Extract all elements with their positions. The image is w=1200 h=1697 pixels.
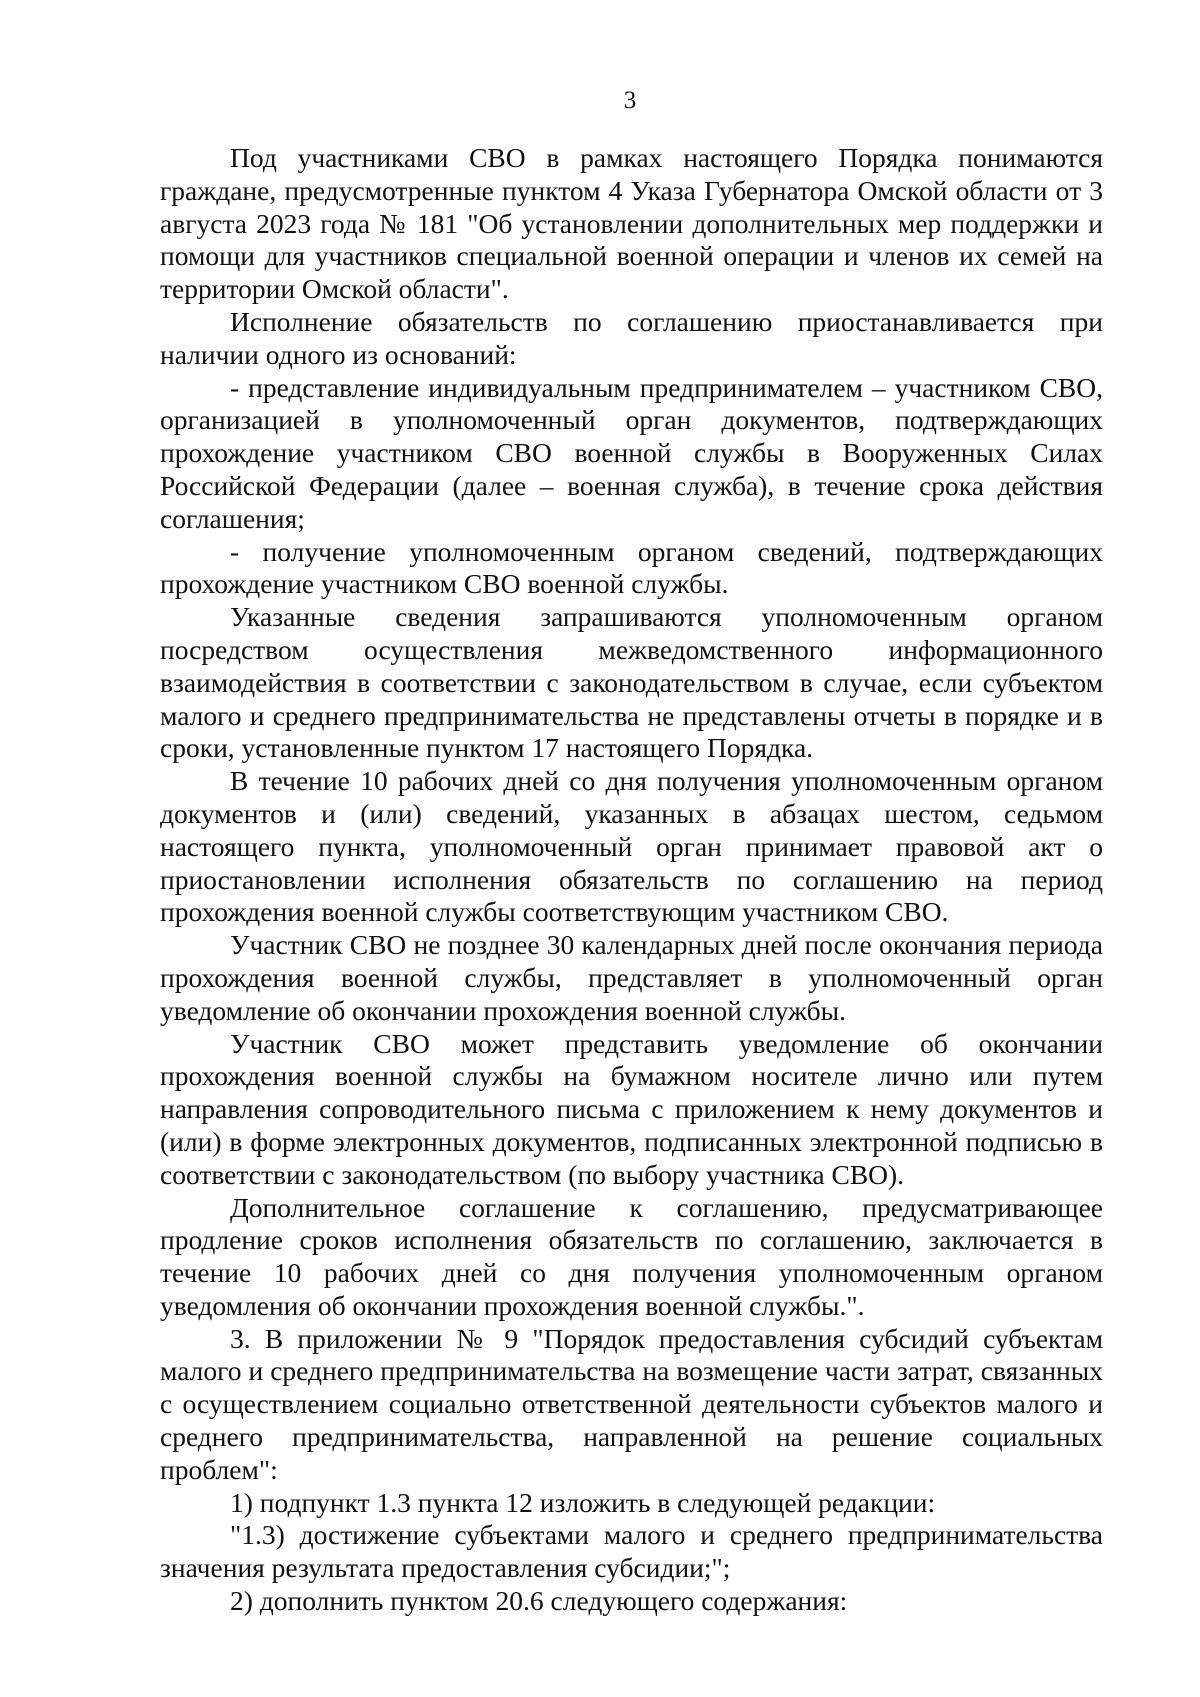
paragraph-legal-act-deadline: В течение 10 рабочих дней со дня получения уполномоченным органом документов и (или) сведений, указанных в абзацах шестом, седьмом настоящего пункта, уполномоченный орган принимает правовой акт о приостановлении исполнения обязательств по соглашению на период прохождения военной службы соответствующим участником СВО. bbox=[160, 765, 1103, 928]
paragraph-ground-information-received: - получение уполномоченным органом сведений, подтверждающих прохождение участником СВО военной службы. bbox=[160, 535, 1103, 600]
paragraph-additional-agreement: Дополнительное соглашение к соглашению, предусматривающее продление сроков исполнения обязательств по соглашению, заключается в течение 10 рабочих дней со дня получения уполномоченным органом уведомления об окончании прохождения военной службы.". bbox=[160, 1191, 1103, 1321]
paragraph-svo-participants-definition: Под участниками СВО в рамках настоящего Порядка понимаются граждане, предусмотренные пунктом 4 Указа Губернатора Омской области от 3 августа 2023 года № 181 "Об установлении дополнительных мер поддержки и помощи для участников специальной военной операции и членов их семей на территории Омской области". bbox=[160, 142, 1103, 305]
paragraph-appendix-9-amendment: 3. В приложении № 9 "Порядок предоставления субсидий субъектам малого и среднего предпринимательства на возмещение части затрат, связанных с осуществлением социально ответственной деятельности субъектов малого и среднего предпринимательства, направленной на решение социальных проблем": bbox=[160, 1322, 1103, 1485]
paragraph-notification-deadline: Участник СВО не позднее 30 календарных дней после окончания периода прохождения военной службы, представляет в уполномоченный орган уведомление об окончании прохождения военной службы. bbox=[160, 929, 1103, 1026]
paragraph-subclause-1-3-amendment: 1) подпункт 1.3 пункта 12 изложить в следующей редакции: bbox=[230, 1486, 936, 1518]
page-number: 3 bbox=[623, 87, 637, 114]
paragraph-suspension-grounds: Исполнение обязательств по соглашению приостанавливается при наличии одного из оснований: bbox=[160, 305, 1103, 370]
document-body bbox=[160, 142, 1103, 1618]
paragraph-subclause-1-3-text: "1.3) достижение субъектами малого и среднего предпринимательства значения результата предоставления субсидии;"; bbox=[160, 1519, 1103, 1584]
paragraph-notification-method: Участник СВО может представить уведомление об окончании прохождения военной службы на бумажном носителе лично или путем направления сопроводительного письма с приложением к нему документов и (или) в форме электронных документов, подписанных электронной подписью в соответствии с законодательством (по выбору участника СВО). bbox=[160, 1027, 1103, 1190]
paragraph-information-request: Указанные сведения запрашиваются уполномоченным органом посредством осуществления межведомственного информационного взаимодействия в соответствии с законодательством в случае, если субъектом малого и среднего предпринимательства не представлены отчеты в порядке и в сроки, установленные пунктом 17 настоящего Порядка. bbox=[160, 601, 1103, 764]
paragraph-clause-20-6-addition: 2) дополнить пунктом 20.6 следующего содержания: bbox=[230, 1585, 848, 1617]
paragraph-ground-documents-submission: - представление индивидуальным предпринимателем – участником СВО, организацией в уполномоченный орган документов, подтверждающих прохождение участником СВО военной службы в Вооруженных Силах Российской Федерации (далее – военная служба), в течение срока действия соглашения; bbox=[160, 371, 1103, 534]
